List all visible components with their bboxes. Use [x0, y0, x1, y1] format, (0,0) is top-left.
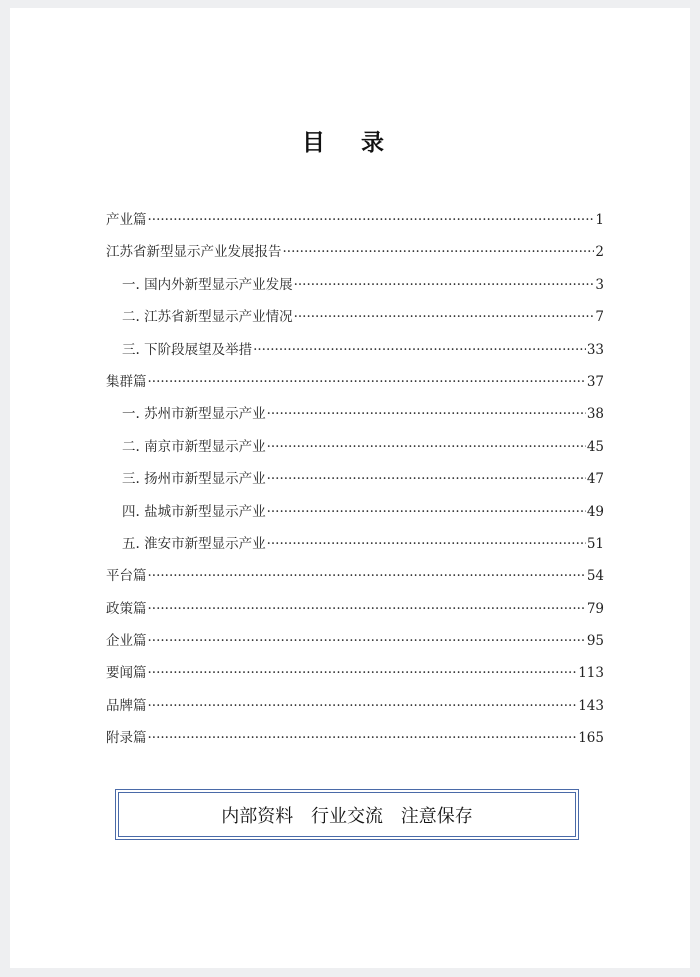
toc-entry[interactable]: [106, 528, 604, 560]
toc-entry-label: 政策篇: [106, 600, 147, 617]
toc-entry-page-number: 47: [586, 471, 604, 488]
toc-entry[interactable]: [106, 496, 604, 528]
toc-entry-label: 一. 国内外新型显示产业发展: [122, 276, 293, 293]
table-of-contents: [106, 204, 604, 755]
toc-dot-leader: [267, 398, 586, 430]
toc-dot-leader: [267, 528, 586, 560]
toc-entry[interactable]: [106, 463, 604, 495]
toc-entry[interactable]: [106, 204, 604, 236]
toc-entry-page-number: 79: [586, 600, 604, 617]
toc-dot-leader: [148, 560, 586, 592]
toc-entry-label: 品牌篇: [106, 697, 147, 714]
toc-entry[interactable]: [106, 657, 604, 689]
toc-dot-leader: [148, 722, 578, 754]
toc-dot-leader: [267, 463, 586, 495]
toc-entry-page-number: 113: [578, 665, 604, 682]
toc-entry-page-number: 3: [595, 276, 604, 293]
toc-entry-label: 附录篇: [106, 730, 147, 747]
toc-entry-page-number: 45: [586, 438, 604, 455]
toc-dot-leader: [148, 657, 578, 689]
toc-entry-page-number: 49: [586, 503, 604, 520]
toc-entry[interactable]: [106, 236, 604, 268]
toc-dot-leader: [267, 496, 586, 528]
toc-entry-page-number: 37: [586, 373, 604, 390]
toc-entry-label: 平台篇: [106, 568, 147, 585]
toc-entry-page-number: 165: [578, 730, 604, 747]
toc-dot-leader: [253, 334, 586, 366]
toc-entry[interactable]: [106, 722, 604, 754]
toc-entry-label: 一. 苏州市新型显示产业: [122, 406, 266, 423]
toc-entry-label: 江苏省新型显示产业发展报告: [106, 244, 282, 261]
toc-dot-leader: [294, 269, 595, 301]
toc-entry-label: 三. 扬州市新型显示产业: [122, 471, 266, 488]
toc-entry-label: 三. 下阶段展望及举措: [122, 341, 253, 358]
toc-entry-page-number: 2: [595, 244, 604, 261]
toc-entry[interactable]: [106, 301, 604, 333]
toc-dot-leader: [267, 431, 586, 463]
toc-entry-page-number: 54: [586, 568, 604, 585]
toc-entry-label: 企业篇: [106, 633, 147, 650]
notice-banner-text: 内部资料 行业交流 注意保存: [118, 792, 576, 837]
toc-entry[interactable]: [106, 625, 604, 657]
toc-dot-leader: [148, 204, 595, 236]
page-title: 目 录: [301, 130, 398, 156]
toc-dot-leader: [294, 301, 595, 333]
toc-entry-page-number: 95: [586, 633, 604, 650]
toc-entry-page-number: 143: [578, 697, 604, 714]
toc-entry-label: 集群篇: [106, 373, 147, 390]
toc-entry[interactable]: [106, 269, 604, 301]
toc-dot-leader: [148, 690, 578, 722]
toc-entry-page-number: 51: [586, 535, 604, 552]
toc-entry-label: 四. 盐城市新型显示产业: [122, 503, 266, 520]
toc-dot-leader: [148, 366, 586, 398]
document-page: [10, 8, 690, 968]
notice-banner: [115, 789, 579, 840]
toc-entry-page-number: 7: [595, 309, 604, 326]
toc-entry-label: 二. 江苏省新型显示产业情况: [122, 309, 293, 326]
toc-entry-page-number: 1: [595, 211, 604, 228]
toc-entry[interactable]: [106, 334, 604, 366]
toc-entry-label: 要闻篇: [106, 665, 147, 682]
toc-entry-label: 二. 南京市新型显示产业: [122, 438, 266, 455]
toc-entry-label: 五. 淮安市新型显示产业: [122, 535, 266, 552]
toc-entry[interactable]: [106, 690, 604, 722]
toc-dot-leader: [283, 236, 595, 268]
toc-entry[interactable]: [106, 560, 604, 592]
toc-entry-page-number: 33: [586, 341, 604, 358]
toc-entry[interactable]: [106, 431, 604, 463]
toc-dot-leader: [148, 625, 586, 657]
toc-dot-leader: [148, 593, 586, 625]
toc-entry[interactable]: [106, 593, 604, 625]
toc-entry-page-number: 38: [586, 406, 604, 423]
toc-entry[interactable]: [106, 366, 604, 398]
toc-entry-label: 产业篇: [106, 211, 147, 228]
toc-entry[interactable]: [106, 398, 604, 430]
